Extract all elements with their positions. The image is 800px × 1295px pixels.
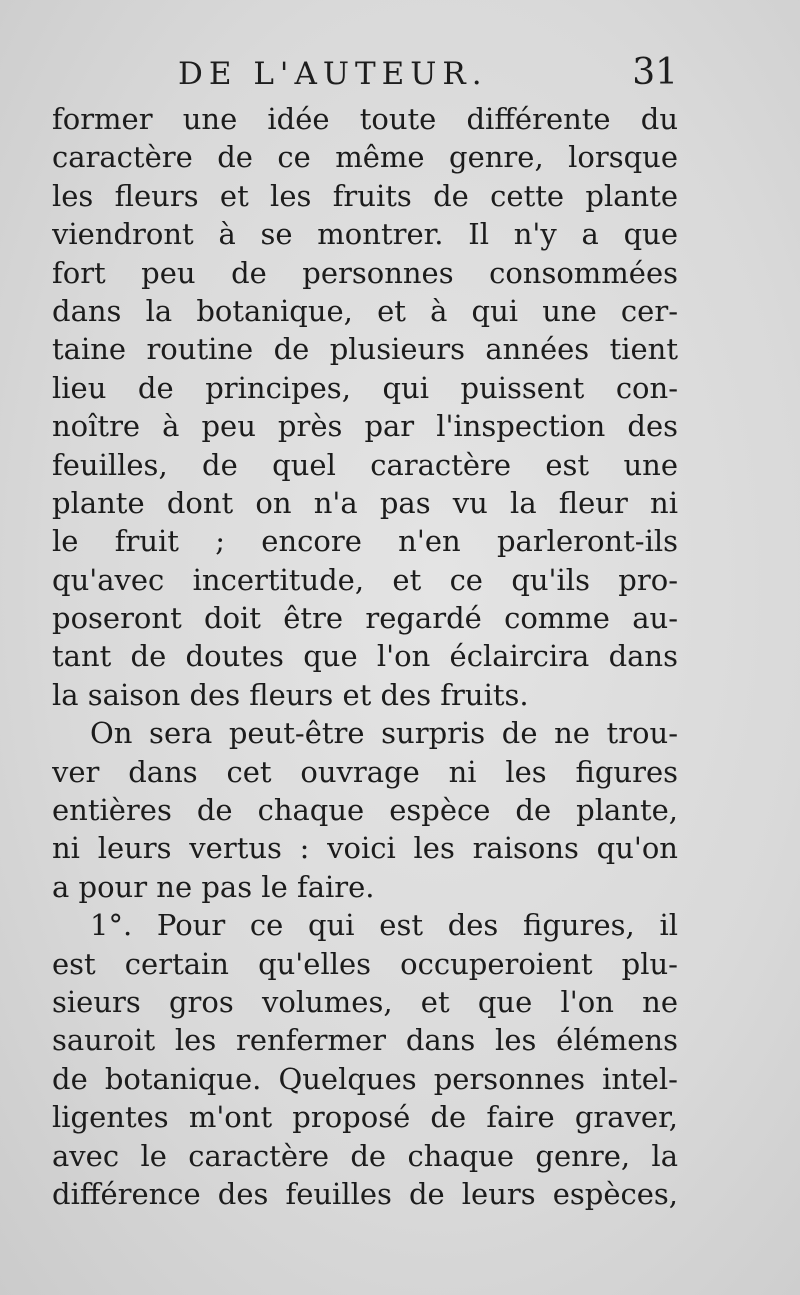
running-head: DE L'AUTEUR. <box>178 56 488 92</box>
text-line: tant de doutes que l'on éclaircira dans <box>52 639 678 674</box>
text-line: plante dont on n'a pas vu la fleur ni <box>52 485 678 520</box>
text-line: différence des feuilles de leurs espèces, <box>52 1176 678 1211</box>
text-line: les fleurs et les fruits de cette plante <box>52 178 678 213</box>
text-line: ni leurs vertus : voici les raisons qu'on <box>52 831 678 866</box>
text-line: fort peu de personnes consommées <box>52 255 678 290</box>
text-line: viendront à se montrer. Il n'y a que <box>52 217 678 252</box>
page-number: 31 <box>632 52 678 93</box>
text-line: 1°. Pour ce qui est des figures, il <box>90 908 678 943</box>
text-line: ver dans cet ouvrage ni les figures <box>52 754 678 789</box>
text-line: ligentes m'ont proposé de faire graver, <box>52 1100 678 1135</box>
text-line: poseront doit être regardé comme au- <box>52 601 678 636</box>
body-text <box>52 100 678 1213</box>
text-line: feuilles, de quel caractère est une <box>52 447 678 482</box>
page-header <box>52 52 678 96</box>
text-line: le fruit ; encore n'en parleront-ils <box>52 524 678 559</box>
text-line: dans la botanique, et à qui une cer- <box>52 293 678 328</box>
text-line: former une idée toute différente du <box>52 102 678 136</box>
text-line: caractère de ce même genre, lorsque <box>52 140 678 175</box>
text-line: noître à peu près par l'inspection des <box>52 409 678 444</box>
text-line: avec le caractère de chaque genre, la <box>52 1138 678 1173</box>
text-line: est certain qu'elles occuperoient plu- <box>52 946 678 981</box>
text-line: On sera peut-être surpris de ne trou- <box>90 716 678 751</box>
text-line: lieu de principes, qui puissent con- <box>52 370 678 405</box>
text-line: de botanique. Quelques personnes intel- <box>52 1061 678 1096</box>
text-line: sauroit les renfermer dans les élémens <box>52 1023 678 1058</box>
text-line: entières de chaque espèce de plante, <box>52 793 678 828</box>
text-line: qu'avec incertitude, et ce qu'ils pro- <box>52 562 678 597</box>
text-line: a pour ne pas le faire. <box>52 869 375 904</box>
text-line: taine routine de plusieurs années tient <box>52 332 678 367</box>
text-line: la saison des fleurs et des fruits. <box>52 677 529 712</box>
text-line: sieurs gros volumes, et que l'on ne <box>52 984 678 1019</box>
